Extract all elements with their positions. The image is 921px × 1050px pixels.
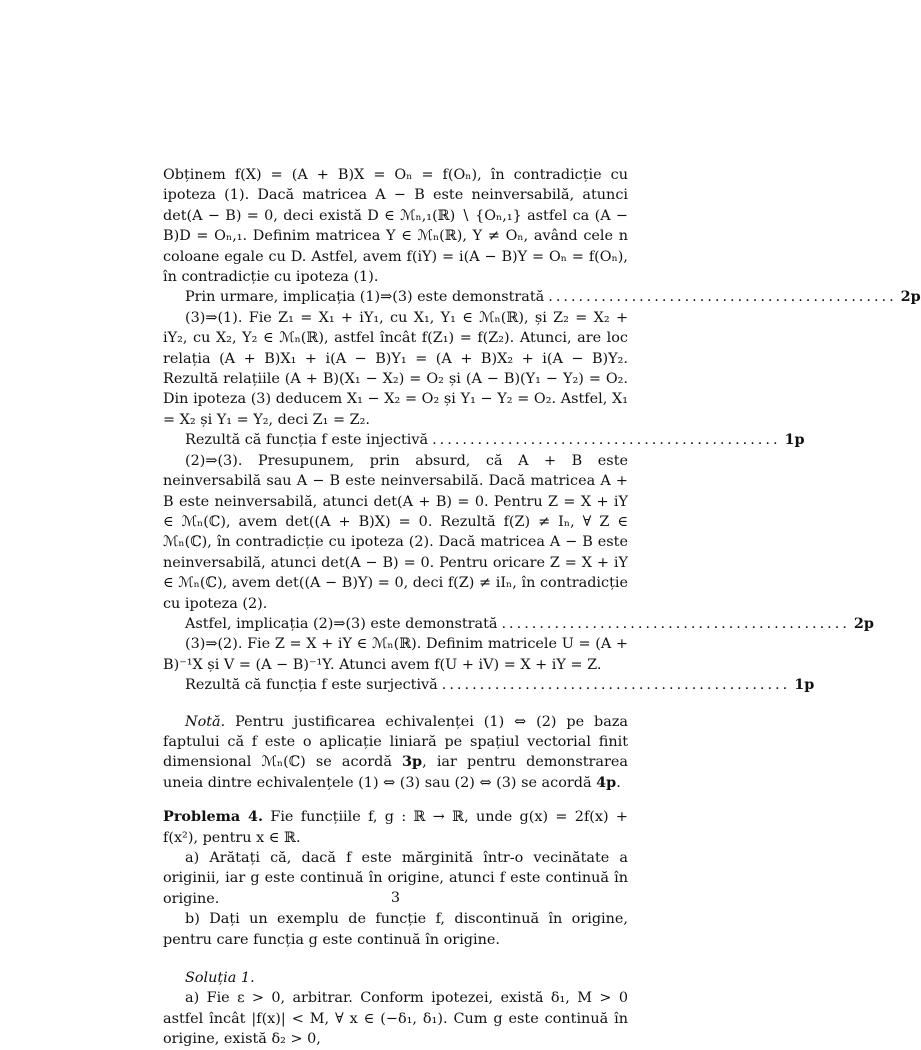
scoring-line-text: Rezultă că funcția f este injectivă [185,432,429,449]
leader-dots: .............................................. [441,677,791,694]
scoring-line-1 [163,287,921,307]
note-paragraph [163,712,628,794]
problem-statement [163,807,628,848]
scoring-line-text: Prin urmare, implicația (1)⇒(3) este demonstrată [185,289,545,306]
problem-part-a: a) Arătați că, dacă f este mărginită într-o vecinătate a originii, iar g este continuă în origine, atunci f este continuă în origine. [163,850,628,907]
solution-label: Soluția 1. [185,970,255,987]
leader-dots: .............................................. [432,432,781,449]
note-text-a: Pentru justificarea echivalenței (1) ⇔ (2) pe baza faptului că f este o aplicație liniară pe spațiul vectorial finit dimensional ℳₙ(ℂ) se acordă [163,713,628,771]
problem-text: Fie funcțiile f, g : ℝ → ℝ, unde g(x) = 2f(x) + f(x²), pentru x ∈ ℝ. [163,809,628,846]
paragraph-proof-continuation: Obținem f(X) = (A + B)X = Oₙ = f(Oₙ), în contradicție cu ipoteza (1). Dacă matricea A − B este neinversabilă, atunci det(A − B) = 0, deci există D ∈ ℳₙ,₁(ℝ) ∖ {Oₙ,₁} astfel ca (A − B)D = Oₙ,₁. Definim matricea Y ∈ ℳₙ(ℝ), Y ≠ Oₙ, având cele n coloane egale cu D. Astfel, avem f(iY) = i(A − B)Y = Oₙ = f(Oₙ), în contradicție cu ipoteza (1). [163,167,628,286]
leader-dots: .............................................. [501,615,850,632]
scoring-line-4 [163,675,815,695]
solution-heading [163,968,628,988]
note-label: Notă. [185,713,226,730]
note-text-c: , iar pentru demonstrarea uneia dintre echivalențele (1) ⇔ (3) sau (2) ⇔ (3) se acordă [163,754,628,791]
score-points: 1p [794,676,815,694]
note-points-4: 4p [596,773,617,791]
paragraph-implication-2-3: (2)⇒(3). Presupunem, prin absurd, că A + B este neinversabilă sau A − B este neinversabilă. Dacă matricea A + B este neinversabilă, atunci det(A + B) = 0. Pentru Z = X + iY ∈ ℳₙ(ℂ), avem det((A + B)X) = 0. Rezultă f(Z) ≠ Iₙ, ∀ Z ∈ ℳₙ(ℂ), în contradicție cu ipoteza (2). Dacă matricea A − B este neinversabilă, atunci det(A − B) = 0. Pentru oricare Z = X + iY ∈ ℳₙ(ℂ), avem det((A − B)Y) = 0, deci f(Z) ≠ iIₙ, în contradicție cu ipoteza (2). [163,452,628,612]
problem-part-b: b) Dați un exemplu de funcție f, discontinuă în origine, pentru care funcția g este continuă în origine. [163,911,628,948]
score-points: 2p [900,288,921,306]
scoring-line-3 [163,614,874,634]
score-points: 2p [853,614,874,632]
note-points-3: 3p [402,753,423,771]
page-number: 3 [390,890,401,906]
scoring-line-text: Rezultă că funcția f este surjectivă [185,677,438,694]
note-text-e: . [616,774,621,791]
leader-dots: .............................................. [548,289,897,306]
paragraph-implication-3-2: (3)⇒(2). Fie Z = X + iY ∈ ℳₙ(ℝ). Definim matricele U = (A + B)⁻¹X și V = (A − B)⁻¹Y. Atunci avem f(U + iV) = X + iY = Z. [163,636,628,673]
scoring-line-text: Astfel, implicația (2)⇒(3) este demonstrată [185,615,498,632]
solution-part-a: a) Fie ε > 0, arbitrar. Conform ipotezei, există δ₁, M > 0 astfel încât |f(x)| < M, ∀ x ∈ (−δ₁, δ₁). Cum g este continuă în origine, există δ₂ > 0, [163,990,628,1048]
score-points: 1p [784,431,805,449]
paragraph-implication-3-1: (3)⇒(1). Fie Z₁ = X₁ + iY₁, cu X₁, Y₁ ∈ ℳₙ(ℝ), și Z₂ = X₂ + iY₂, cu X₂, Y₂ ∈ ℳₙ(ℝ), astfel încât f(Z₁) = f(Z₂). Atunci, are loc relația (A + B)X₁ + i(A − B)Y₁ = (A + B)X₂ + i(A − B)Y₂. Rezultă relațiile (A + B)(X₁ − X₂) = O₂ și (A − B)(Y₁ − Y₂) = O₂. Din ipoteza (3) deducem X₁ − X₂ = O₂ și Y₁ − Y₂ = O₂. Astfel, X₁ = X₂ și Y₁ = Y₂, deci Z₁ = Z₂. [163,309,628,428]
scoring-line-2 [163,430,805,450]
problem-title: Problema 4. [163,808,264,826]
page-content [163,165,921,1050]
